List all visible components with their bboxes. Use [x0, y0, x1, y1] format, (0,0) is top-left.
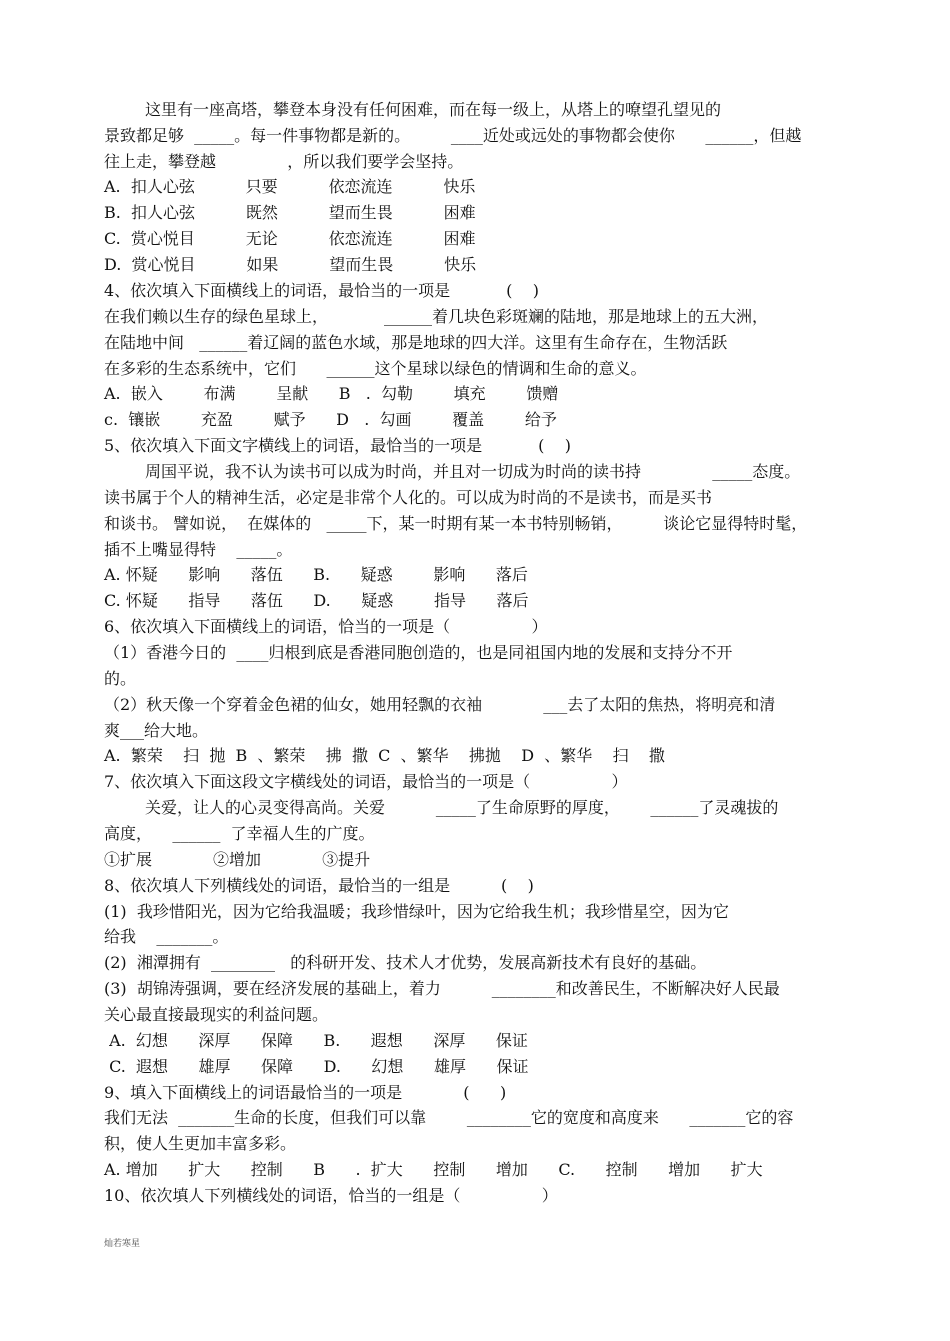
text-line: （1）香港今日的 ____归根到底是香港同胞创造的，也是同祖国内地的发展和支持分不开	[104, 643, 733, 662]
text-line: ①扩展 ②增加 ③提升	[104, 850, 371, 869]
text-line: (3) 胡锦涛强调，要在经济发展的基础上，着力 ________和改善民生，不断解决好人民最	[104, 979, 780, 998]
text-line: A. 繁荣 扫 抛 B 、繁荣 拂 撒 C 、繁华 拂拋 D 、繁华 扫 撒	[104, 746, 665, 765]
text-line: 景致都足够 _____。每一件事物都是新的。 ____近处或远处的事物都会使你 ______，但越	[104, 126, 802, 145]
text-line: 在多彩的生态系统中，它们 ______这个星球以绿色的情调和生命的意义。	[104, 359, 647, 378]
text-line: 给我 _______。	[104, 927, 229, 946]
text-line: 这里有一座高塔，攀登本身没有任何困难，而在每一级上，从塔上的嘹望孔望见的	[145, 100, 722, 119]
text-line: 7、依次填入下面这段文字横线处的词语，最恰当的一项是（ ）	[104, 772, 628, 791]
text-line: 周国平说，我不认为读书可以成为时尚，并且对一切成为时尚的读书持 _____态度。	[145, 462, 801, 481]
text-line: C. 怀疑 指导 落伍 D. 疑惑 指导 落后	[104, 591, 529, 610]
text-line: (2) 湘潭拥有 ________ 的科研开发、技术人才优势，发展高新技术有良好的基础。	[104, 953, 707, 972]
text-line: 积，使人生更加丰富多彩。	[104, 1134, 297, 1153]
text-line: 在陆地中间 ______着辽阔的蓝色水域，那是地球的四大洋。这里有生命存在，生物活跃	[104, 333, 728, 352]
text-line: 往上走，攀登越 ，所以我们要学会坚持。	[104, 152, 464, 171]
text-line: 和谈书。 譬如说， 在媒体的 _____下，某一时期有某一本书特别畅销， 谈论它显得特时髦，	[104, 514, 808, 533]
text-line: A. 怀疑 影响 落伍 B. 疑惑 影响 落后	[104, 565, 528, 584]
text-line: C. 遐想 雄厚 保障 D. 幻想 雄厚 保证	[104, 1057, 529, 1076]
text-line: 6、依次填入下面横线上的词语，恰当的一项是（ ）	[104, 617, 548, 636]
text-line: 关爱，让人的心灵变得高尚。关爱 _____了生命原野的厚度， ______了灵魂拔的	[145, 798, 779, 817]
text-line: c. 镶嵌 充盈 赋予 D . 勾画 覆盖 给予	[104, 410, 557, 429]
text-line: D. 赏心悦目 如果 望而生畏 快乐	[104, 255, 477, 274]
text-line: 高度， ______ 了幸福人生的广度。	[104, 824, 375, 843]
footer-text: 灿若寒星	[104, 1239, 141, 1249]
text-line: 读书属于个人的精神生活，必定是非常个人化的。可以成为时尚的不是读书，而是买书	[104, 488, 713, 507]
text-line: 我们无法 _______生命的长度，但我们可以靠 ________它的宽度和高度来 _______它的容	[104, 1108, 794, 1127]
text-line: 在我们赖以生存的绿色星球上， ______着几块色彩斑斓的陆地，那是地球上的五大洲，	[104, 307, 768, 326]
text-line: 5、依次填入下面文字横线上的词语，最恰当的一项是 ( )	[104, 436, 571, 455]
text-line: B. 扣人心弦 既然 望而生畏 困难	[104, 203, 476, 222]
text-line: A. 嵌入 布满 呈献 B . 勾勒 填充 馈赠	[104, 384, 559, 403]
text-line: 10、依次填人下列横线处的词语，恰当的一组是（ ）	[104, 1186, 558, 1205]
text-line: A. 幻想 深厚 保障 B. 遐想 深厚 保证	[104, 1031, 528, 1050]
text-line: （2）秋天像一个穿着金色裙的仙女，她用轻飘的衣袖 ___去了太阳的焦热，将明亮和清	[104, 695, 776, 714]
text-line: 爽___给大地。	[104, 721, 209, 740]
text-line: 的。	[104, 669, 137, 688]
text-line: 插不上嘴显得特 _____。	[104, 540, 293, 559]
text-line: (1) 我珍惜阳光，因为它给我温暖；我珍惜绿叶，因为它给我生机；我珍惜星空，因为它	[104, 902, 729, 921]
text-line: 9、填入下面横线上的词语最恰当的一项是 ( )	[104, 1083, 507, 1102]
text-line: 8、依次填人下列横线处的词语，最恰当的一组是 ( )	[104, 876, 534, 895]
text-line: 4、依次填入下面横线上的词语，最恰当的一项是 ( )	[104, 281, 539, 300]
text-line: A. 扣人心弦 只要 依恋流连 快乐	[104, 177, 476, 196]
text-line: C. 赏心悦目 无论 依恋流连 困难	[104, 229, 476, 248]
text-line: 关心最直接最现实的利益问题。	[104, 1005, 329, 1024]
text-line: A. 增加 扩大 控制 B . 扩大 控制 增加 C. 控制 增加 扩大	[104, 1160, 763, 1179]
